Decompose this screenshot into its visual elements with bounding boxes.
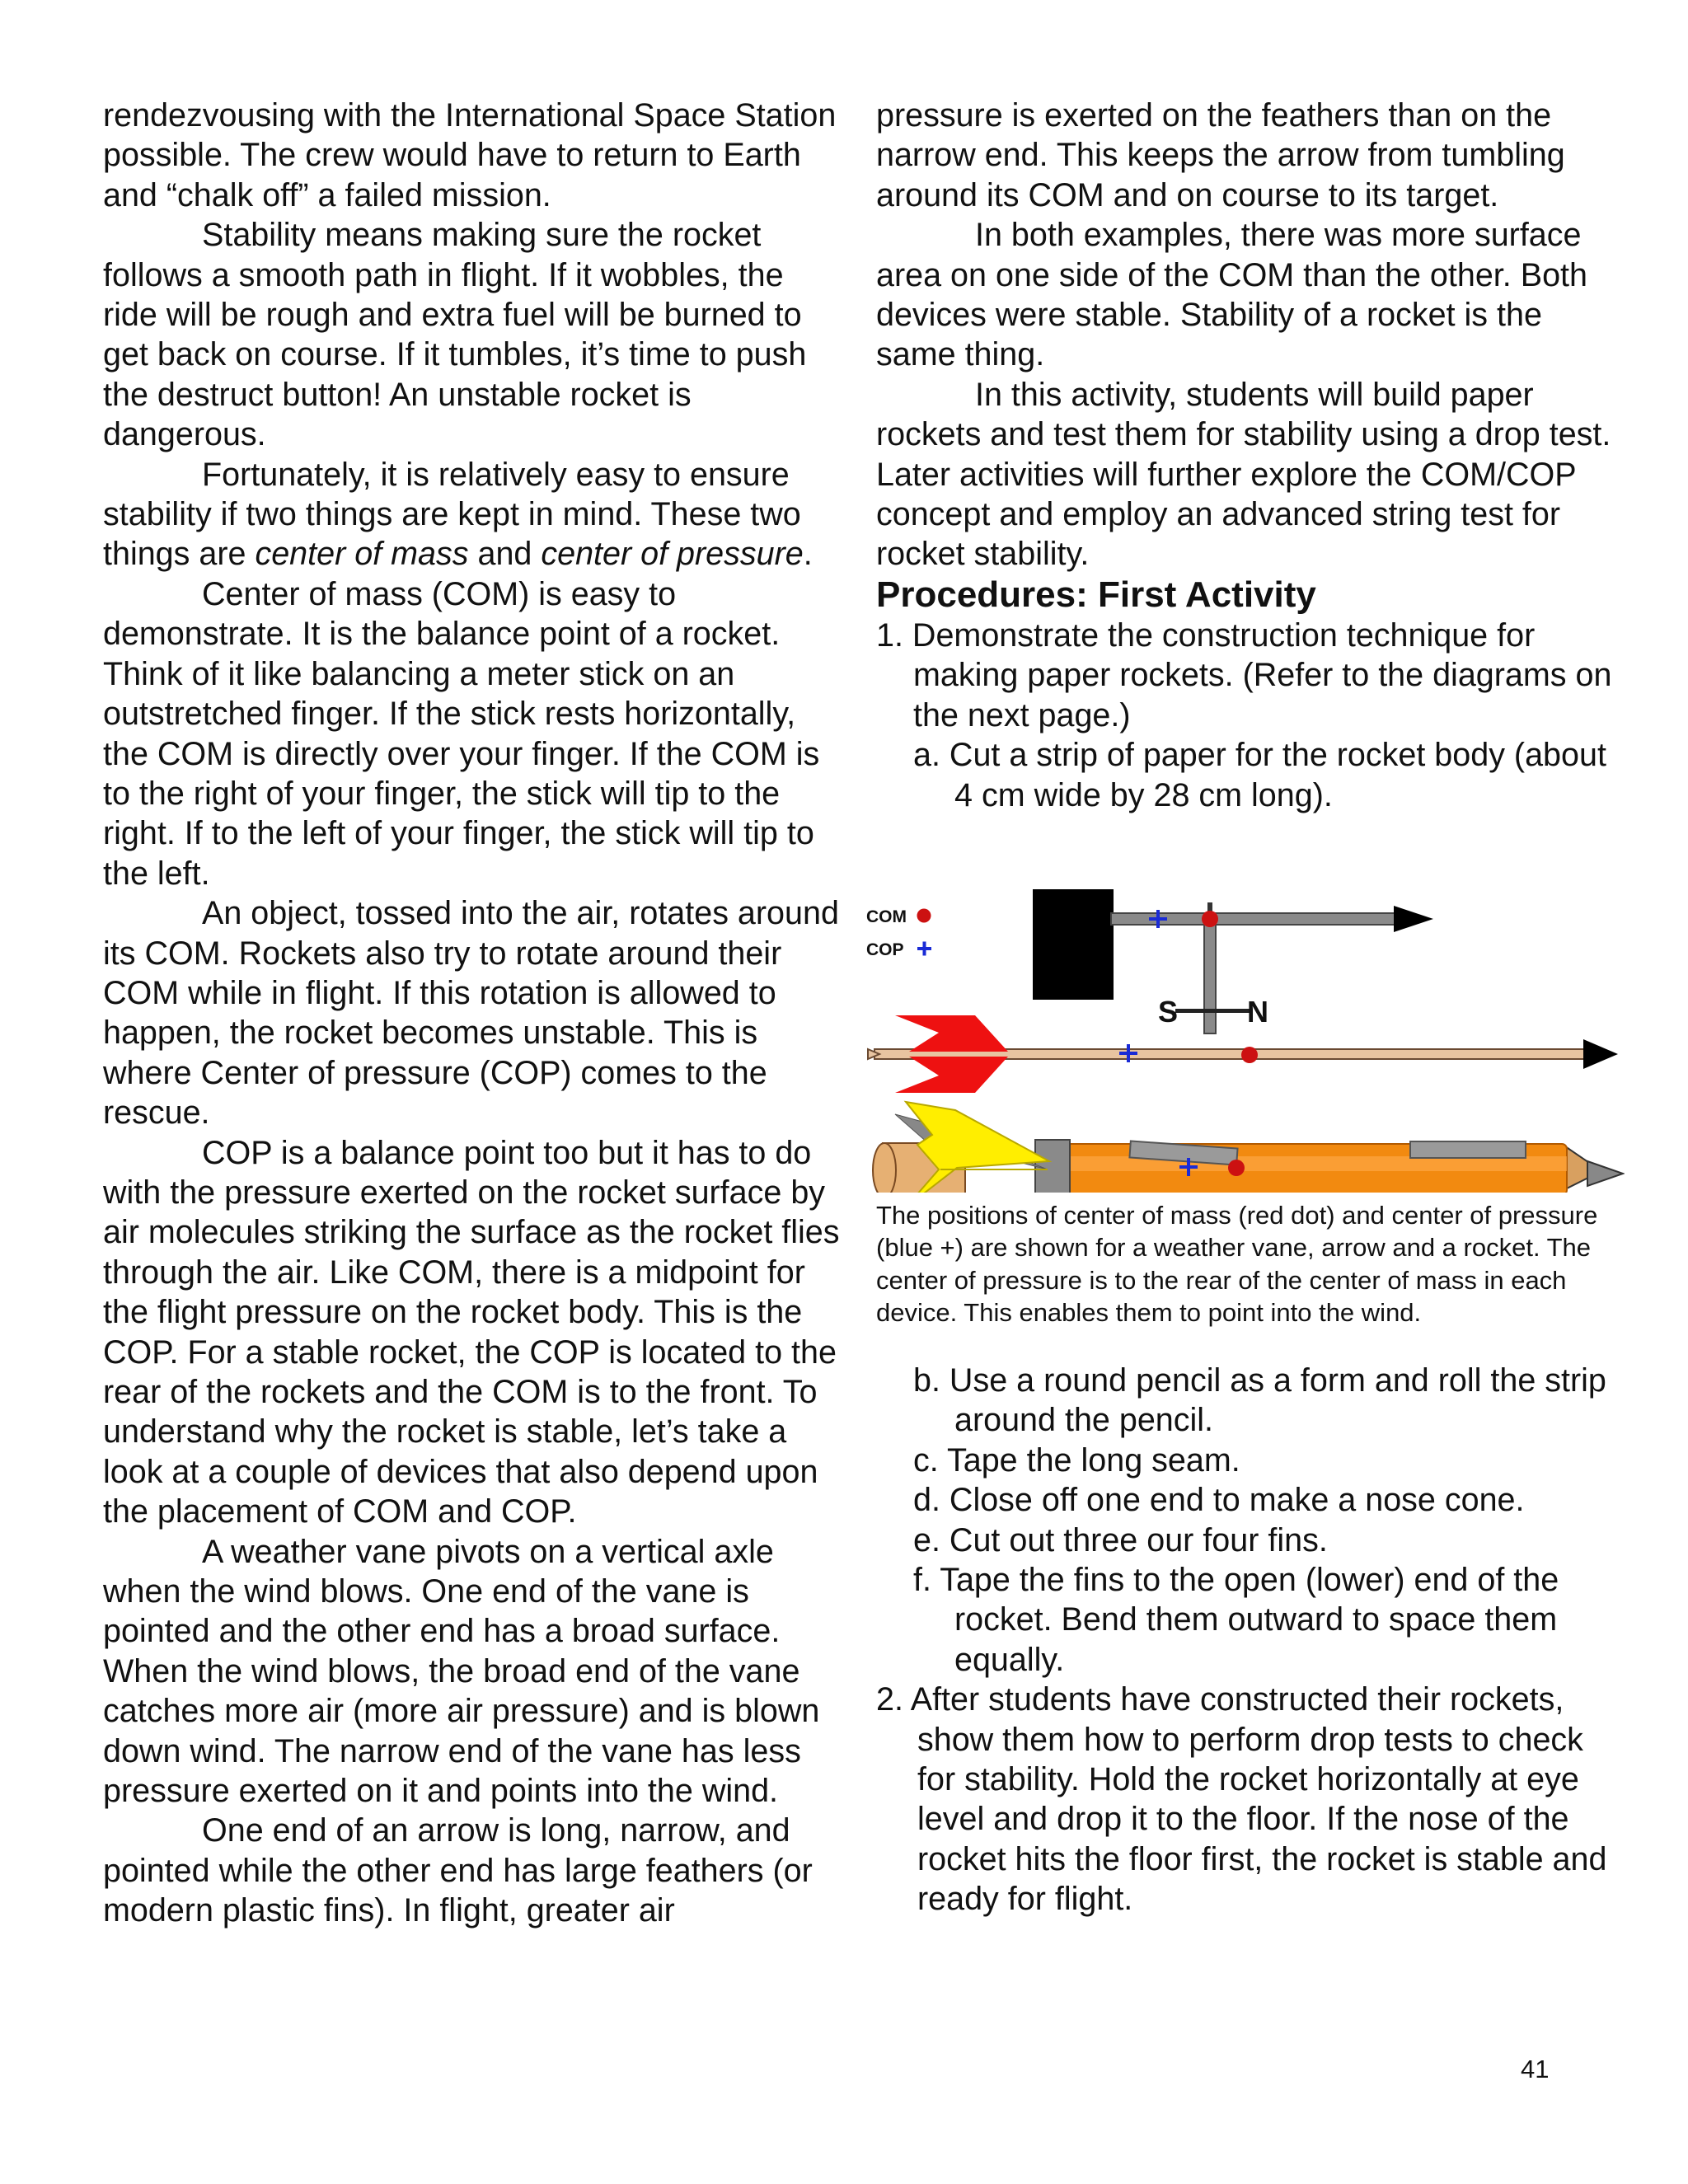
vane-axle — [1204, 925, 1216, 1033]
step-1d: d. Close off one end to make a nose cone. — [913, 1482, 1525, 1519]
page-number: 41 — [1521, 2055, 1550, 2083]
step-1e: e. Cut out three our four fins. — [913, 1521, 1328, 1558]
rocket-pencil-end-cap — [873, 1143, 896, 1193]
step-1c: c. Tape the long seam. — [913, 1441, 1240, 1479]
step-1: 1. Demonstrate the construction technique for making paper rockets. (Refer to the diagrams on the next page.) — [876, 616, 1612, 733]
legend-cop-plus — [917, 941, 931, 955]
paragraph-arrow-continued: pressure is exerted on the feathers than on the narrow end. This keeps the arrow from tumbling around its COM and on course to its target. — [876, 97, 1565, 213]
arrow-fletching-bottom — [895, 1057, 1008, 1093]
paragraph-arrow: One end of an arrow is long, narrow, and pointed while the other end has large feathers (or modern plastic fins). In flight, greater air — [103, 1812, 813, 1929]
right-column — [866, 96, 1618, 1919]
arrow — [868, 1015, 1618, 1093]
legend-com-label: COM — [866, 907, 907, 926]
step-2: 2. After students have constructed their rockets, show them how to perform drop tests to check for stability. Hold the rocket horizontally at eye level and drop it to the floor. If the nose of the rocket hits the floor first, the rocket is stable and ready for flight. — [876, 1681, 1607, 1918]
rocket-nose-cone — [1587, 1161, 1623, 1186]
rocket-tape-2 — [1410, 1141, 1526, 1158]
vane-north-label: N — [1247, 994, 1268, 1029]
fortunately-end: . — [803, 536, 813, 573]
paragraph-com: Center of mass (COM) is easy to demonstrate. It is the balance point of a rocket. Think of it like balancing a meter stick on an outstretched finger. If the stick rests horizontally, the COM is directly over your finger. If the COM is to the right of your finger, the stick will tip to the right. If to the left of your finger, the stick will tip to the left. — [103, 575, 820, 892]
paragraph-cop: COP is a balance point too but it has to do with the pressure exerted on the rocket surface by air molecules striking the surface as the rocket flies through the air. Like COM, there is a midpoint for the flight pressure on the rocket body. This is the COP. For a stable rocket, the COP is located to the rear of the rockets and the COM is to the front. To understand why the rocket is stable, let’s take a look at a couple of devices that also depend upon the placement of COM and COP. — [103, 1134, 840, 1530]
paragraph-both-examples: In both examples, there was more surface area on one side of the COM than the other. Both devices were stable. Stability of a rocket is the same thing. — [876, 217, 1587, 373]
pencil-rocket — [873, 1102, 1623, 1193]
arrow-fletching-top — [895, 1015, 1008, 1052]
paragraph-rotation: An object, tossed into the air, rotates around its COM. Rockets also try to rotate around their COM while in flight. If this rotation is allowed to happen, the rocket becomes unstable. This is where Center of pressure (COP) comes to the rescue. — [103, 895, 839, 1132]
left-column — [103, 96, 845, 1931]
fortunately-and: and — [468, 536, 542, 573]
vane-com-dot — [1202, 911, 1218, 927]
term-center-of-mass: center of mass — [255, 536, 469, 573]
paragraph-stability: Stability means making sure the rocket follows a smooth path in flight. If it wobbles, the ride will be rough and extra fuel will be burned to get back on course. If it tumbles, it’s time to push the destruct button! An unstable rocket is dangerous. — [103, 217, 807, 453]
arrow-com-dot — [1241, 1047, 1258, 1063]
paragraph-rendezvous: rendezvousing with the International Space Station possible. The crew would have to return to Earth and “chalk off” a failed mission. — [103, 97, 837, 213]
legend-com-dot — [917, 908, 931, 922]
paragraph-fortunately — [103, 455, 845, 574]
vane-compass-bar — [1175, 1009, 1250, 1013]
vane-arrowhead — [1394, 906, 1433, 932]
paragraph-this-activity: In this activity, students will build paper rockets and test them for stability using a drop test. Later activities will further explore the COM/COP concept and employ an advanced string test for rocket stability. — [876, 376, 1611, 573]
section-heading: Procedures: First Activity — [876, 574, 1316, 615]
vane-tail-panel — [1033, 889, 1114, 1000]
figure-caption: The positions of center of mass (red dot) and center of pressure (blue +) are shown for a weather vane, arrow and a rocket. The center of pressure is to the rear of the center of mass in each device. This enables them to point into the wind. — [876, 1200, 1598, 1328]
vane-south-label: S — [1158, 994, 1179, 1029]
rocket-com-dot — [1228, 1160, 1245, 1176]
arrow-head — [1583, 1039, 1618, 1069]
weather-vane — [1033, 889, 1433, 1033]
com-cop-figure — [866, 863, 1625, 1193]
legend-cop-label: COP — [866, 940, 904, 959]
paragraph-weather-vane: A weather vane pivots on a vertical axle when the wind blows. One end of the vane is pointed and the other end has a broad surface. When the wind blows, the broad end of the vane catches more air (more air pressure) and is blown down wind. The narrow end of the vane has less pressure exerted on it and points into the wind. — [103, 1533, 820, 1810]
term-center-of-pressure: center of pressure — [541, 536, 804, 573]
fortunately-lead: Fortunately, it is relatively easy to ensure stability if two things are kept in mind. These two things are — [103, 456, 801, 573]
step-1b: b. Use a round pencil as a form and roll the strip around the pencil. — [913, 1361, 1606, 1439]
step-1f: f. Tape the fins to the open (lower) end of the rocket. Bend them outward to space them equally. — [913, 1561, 1559, 1678]
step-1a: a. Cut a strip of paper for the rocket body (about 4 cm wide by 28 cm long). — [913, 737, 1606, 813]
